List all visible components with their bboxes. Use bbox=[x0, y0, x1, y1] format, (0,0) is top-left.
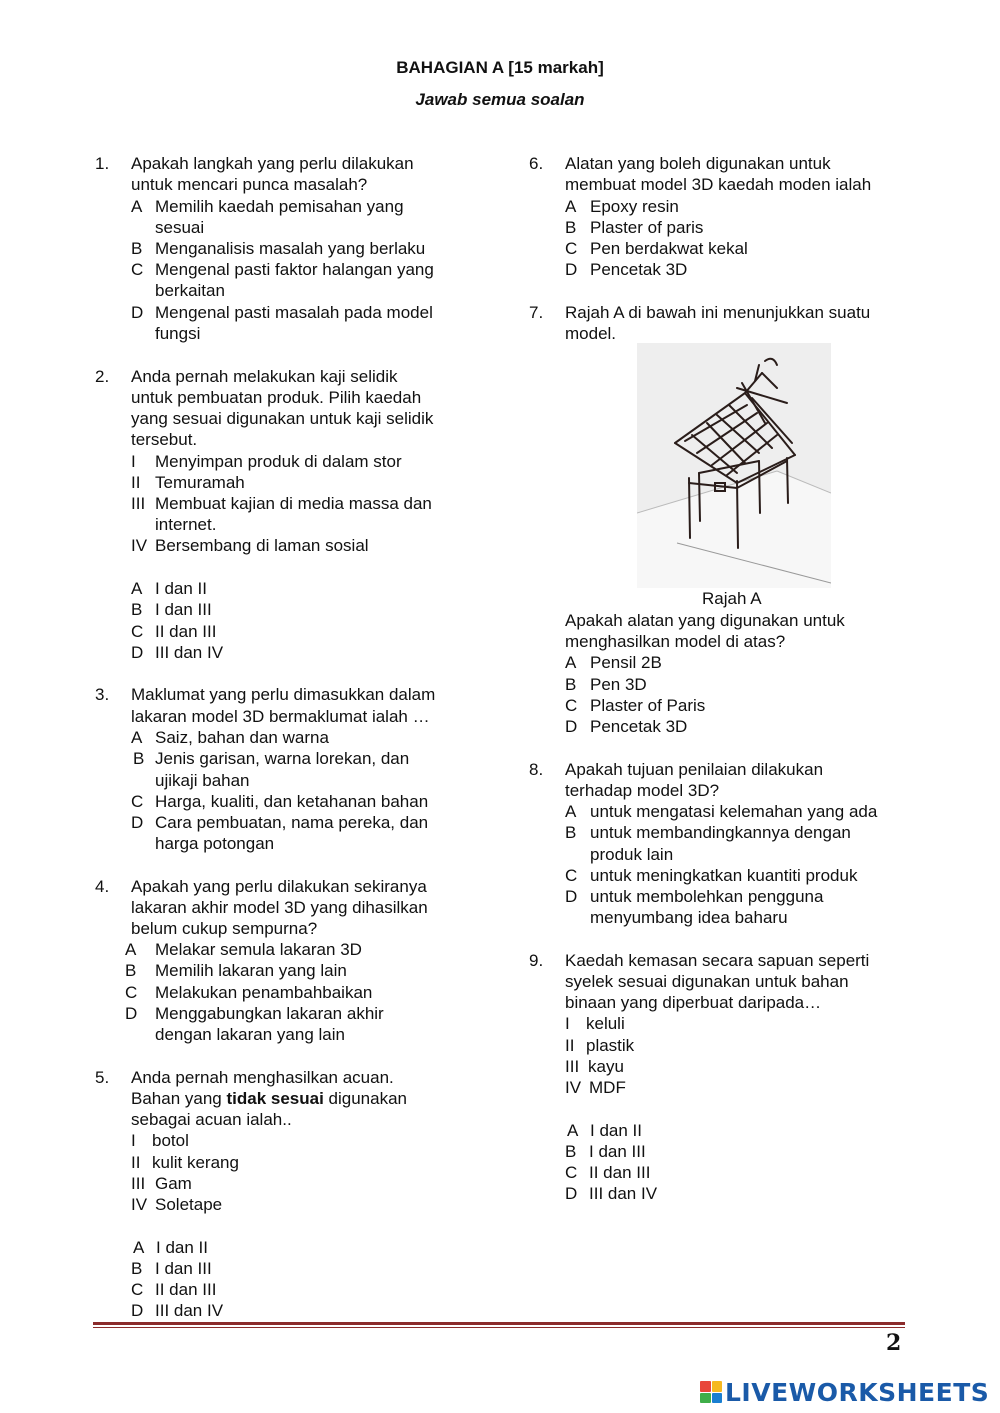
option-text: untuk meningkatkan kuantiti produk bbox=[590, 866, 858, 885]
question-text: terhadap model 3D? bbox=[565, 781, 720, 800]
option-text: Plaster of Paris bbox=[590, 696, 706, 715]
option-text: Cara pembuatan, nama pereka, dan bbox=[155, 813, 429, 832]
roman-numeral: IV bbox=[131, 536, 148, 555]
option-text: Mengenal pasti faktor halangan yang bbox=[155, 260, 434, 279]
option-letter: C bbox=[565, 696, 578, 715]
option-letter: C bbox=[125, 983, 138, 1002]
option-letter: B bbox=[565, 823, 577, 842]
option-letter: A bbox=[131, 728, 143, 747]
roman-numeral: III bbox=[131, 1174, 146, 1193]
footer-rule bbox=[93, 1322, 905, 1325]
question-number: 5. bbox=[95, 1068, 110, 1087]
question-text: untuk pembuatan produk. Pilih kaedah bbox=[131, 388, 422, 407]
option-letter: B bbox=[131, 239, 143, 258]
option-text: untuk membandingkannya dengan bbox=[590, 823, 851, 842]
logo-square-red bbox=[700, 1381, 711, 1392]
option-text: III dan IV bbox=[155, 643, 224, 662]
option-letter: A bbox=[125, 940, 137, 959]
option-text: I dan II bbox=[156, 1238, 208, 1257]
option-text: Harga, kualiti, dan ketahanan bahan bbox=[155, 792, 429, 811]
item-text: Gam bbox=[155, 1174, 192, 1193]
section-instruction: Jawab semua soalan bbox=[415, 90, 585, 109]
option-text: Saiz, bahan dan warna bbox=[155, 728, 329, 747]
item-text: Membuat kajian di media massa dan bbox=[155, 494, 432, 513]
question-number: 1. bbox=[95, 154, 110, 173]
option-letter: C bbox=[131, 1280, 144, 1299]
item-text: internet. bbox=[155, 515, 217, 534]
option-text: III dan IV bbox=[155, 1301, 224, 1320]
roman-numeral: III bbox=[131, 494, 146, 513]
option-text: Memilih lakaran yang lain bbox=[155, 961, 347, 980]
question-number: 9. bbox=[529, 951, 544, 970]
question-text: membuat model 3D kaedah moden ialah bbox=[565, 175, 872, 194]
option-text: menyumbang idea baharu bbox=[590, 908, 788, 927]
option-letter: D bbox=[125, 1004, 138, 1023]
question-text: Kaedah kemasan secara sapuan seperti bbox=[565, 951, 870, 970]
question-text: lakaran akhir model 3D yang dihasilkan bbox=[131, 898, 428, 917]
option-text: Epoxy resin bbox=[590, 197, 679, 216]
option-text: Melakar semula lakaran 3D bbox=[155, 940, 362, 959]
question-text: Alatan yang boleh digunakan untuk bbox=[565, 154, 831, 173]
question-text: Apakah tujuan penilaian dilakukan bbox=[565, 760, 824, 779]
question-text: Apakah yang perlu dilakukan sekiranya bbox=[131, 877, 427, 896]
option-text: I dan III bbox=[155, 600, 212, 619]
question-text: Anda pernah menghasilkan acuan. bbox=[131, 1068, 394, 1087]
option-letter: C bbox=[131, 792, 144, 811]
option-text: Menggabungkan lakaran akhir bbox=[155, 1004, 384, 1023]
question-text: tersebut. bbox=[131, 430, 198, 449]
question-text bbox=[131, 1088, 407, 1109]
item-text: Soletape bbox=[155, 1195, 223, 1214]
option-letter: D bbox=[565, 260, 578, 279]
option-text: sesuai bbox=[155, 218, 205, 237]
emphasis-text: tidak sesuai bbox=[226, 1089, 324, 1108]
option-text: Memilih kaedah pemisahan yang bbox=[155, 197, 404, 216]
roman-numeral: II bbox=[131, 1153, 141, 1172]
option-text: I dan III bbox=[589, 1142, 646, 1161]
option-letter: B bbox=[131, 1259, 143, 1278]
option-text: Melakukan penambahbaikan bbox=[155, 983, 373, 1002]
option-letter: B bbox=[131, 600, 143, 619]
figure-3d-house-model bbox=[637, 343, 831, 588]
question-text: Anda pernah melakukan kaji selidik bbox=[131, 367, 398, 386]
item-text: Menyimpan produk di dalam stor bbox=[155, 452, 402, 471]
logo-square-blue bbox=[712, 1393, 723, 1404]
option-letter: D bbox=[565, 887, 578, 906]
option-text: berkaitan bbox=[155, 281, 225, 300]
liveworksheets-brand[interactable] bbox=[700, 1378, 989, 1406]
option-text: I dan II bbox=[155, 579, 207, 598]
option-text: Pen 3D bbox=[590, 675, 647, 694]
roman-numeral: I bbox=[131, 1131, 136, 1150]
question-text: Rajah A di bawah ini menunjukkan suatu bbox=[565, 303, 871, 322]
question-text: lakaran model 3D bermaklumat ialah … bbox=[131, 707, 430, 726]
option-text: Menganalisis masalah yang berlaku bbox=[155, 239, 426, 258]
question-text: Apakah langkah yang perlu dilakukan bbox=[131, 154, 414, 173]
option-text: produk lain bbox=[590, 845, 674, 864]
option-text: III dan IV bbox=[589, 1184, 658, 1203]
roman-numeral: IV bbox=[131, 1195, 148, 1214]
option-letter: D bbox=[131, 1301, 144, 1320]
figure-caption: Rajah A bbox=[702, 589, 762, 608]
brand-text: LIVEWORKSHEETS bbox=[725, 1377, 990, 1407]
roman-numeral: II bbox=[565, 1036, 575, 1055]
option-text: I dan III bbox=[155, 1259, 212, 1278]
option-letter: C bbox=[131, 260, 144, 279]
page-number: 2 bbox=[886, 1330, 902, 1356]
item-text: plastik bbox=[586, 1036, 635, 1055]
question-text: yang sesuai digunakan untuk kaji selidik bbox=[131, 409, 434, 428]
footer-rule-thin bbox=[93, 1327, 905, 1328]
option-text: I dan II bbox=[590, 1121, 642, 1140]
option-letter: A bbox=[565, 197, 577, 216]
item-text: Bersembang di laman sosial bbox=[155, 536, 369, 555]
option-letter: D bbox=[131, 303, 144, 322]
item-text: kulit kerang bbox=[152, 1153, 239, 1172]
option-letter: A bbox=[565, 802, 577, 821]
option-letter: B bbox=[565, 675, 577, 694]
option-text: untuk mengatasi kelemahan yang ada bbox=[590, 802, 878, 821]
option-text: Mengenal pasti masalah pada model bbox=[155, 303, 433, 322]
question-number: 7. bbox=[529, 303, 544, 322]
option-letter: B bbox=[125, 961, 137, 980]
option-text: untuk membolehkan pengguna bbox=[590, 887, 824, 906]
question-text-part: Bahan yang bbox=[131, 1089, 227, 1108]
roman-numeral: I bbox=[565, 1014, 570, 1033]
question-number: 8. bbox=[529, 760, 544, 779]
option-text: Pensil 2B bbox=[590, 653, 662, 672]
logo-square-green bbox=[700, 1393, 711, 1404]
question-number: 3. bbox=[95, 685, 110, 704]
question-text: menghasilkan model di atas? bbox=[565, 632, 786, 651]
option-letter: A bbox=[133, 1238, 145, 1257]
option-text: Pencetak 3D bbox=[590, 717, 688, 736]
option-text: Plaster of paris bbox=[590, 218, 704, 237]
question-number: 4. bbox=[95, 877, 110, 896]
option-letter: A bbox=[131, 197, 143, 216]
option-letter: D bbox=[565, 717, 578, 736]
option-letter: D bbox=[565, 1184, 578, 1203]
question-number: 2. bbox=[95, 367, 110, 386]
option-letter: D bbox=[131, 643, 144, 662]
option-letter: C bbox=[565, 866, 578, 885]
option-text: harga potongan bbox=[155, 834, 275, 853]
question-text: Apakah alatan yang digunakan untuk bbox=[565, 611, 845, 630]
question-text: Maklumat yang perlu dimasukkan dalam bbox=[131, 685, 436, 704]
option-letter: B bbox=[565, 218, 577, 237]
option-letter: C bbox=[131, 622, 144, 641]
option-text: II dan III bbox=[155, 622, 217, 641]
question-text: model. bbox=[565, 324, 617, 343]
item-text: botol bbox=[152, 1131, 189, 1150]
option-letter: A bbox=[567, 1121, 579, 1140]
option-letter: C bbox=[565, 1163, 578, 1182]
option-text: II dan III bbox=[155, 1280, 217, 1299]
section-title: BAHAGIAN A [15 markah] bbox=[396, 58, 604, 77]
liveworksheets-logo-icon bbox=[700, 1381, 722, 1403]
option-text: Pencetak 3D bbox=[590, 260, 688, 279]
option-text: fungsi bbox=[155, 324, 201, 343]
option-letter: A bbox=[565, 653, 577, 672]
question-text: binaan yang diperbuat daripada… bbox=[565, 993, 822, 1012]
question-text: sebagai acuan ialah.. bbox=[131, 1110, 292, 1129]
option-letter: B bbox=[565, 1142, 577, 1161]
question-text: syelek sesuai digunakan untuk bahan bbox=[565, 972, 849, 991]
roman-numeral: III bbox=[565, 1057, 580, 1076]
option-letter: A bbox=[131, 579, 143, 598]
option-letter: C bbox=[565, 239, 578, 258]
option-text: ujikaji bahan bbox=[155, 771, 250, 790]
question-text-part: digunakan bbox=[323, 1089, 407, 1108]
option-text: Jenis garisan, warna lorekan, dan bbox=[155, 749, 410, 768]
option-text: Pen berdakwat kekal bbox=[590, 239, 748, 258]
question-number: 6. bbox=[529, 154, 544, 173]
roman-numeral: IV bbox=[565, 1078, 582, 1097]
logo-square-yellow bbox=[712, 1381, 723, 1392]
question-text: belum cukup sempurna? bbox=[131, 919, 318, 938]
option-letter: B bbox=[133, 749, 145, 768]
option-letter: D bbox=[131, 813, 144, 832]
roman-numeral: I bbox=[131, 452, 136, 471]
option-text: dengan lakaran yang lain bbox=[155, 1025, 345, 1044]
item-text: keluli bbox=[586, 1014, 625, 1033]
question-text: untuk mencari punca masalah? bbox=[131, 175, 368, 194]
item-text: MDF bbox=[589, 1078, 626, 1097]
item-text: Temuramah bbox=[155, 473, 245, 492]
item-text: kayu bbox=[588, 1057, 624, 1076]
roman-numeral: II bbox=[131, 473, 141, 492]
option-text: II dan III bbox=[589, 1163, 651, 1182]
